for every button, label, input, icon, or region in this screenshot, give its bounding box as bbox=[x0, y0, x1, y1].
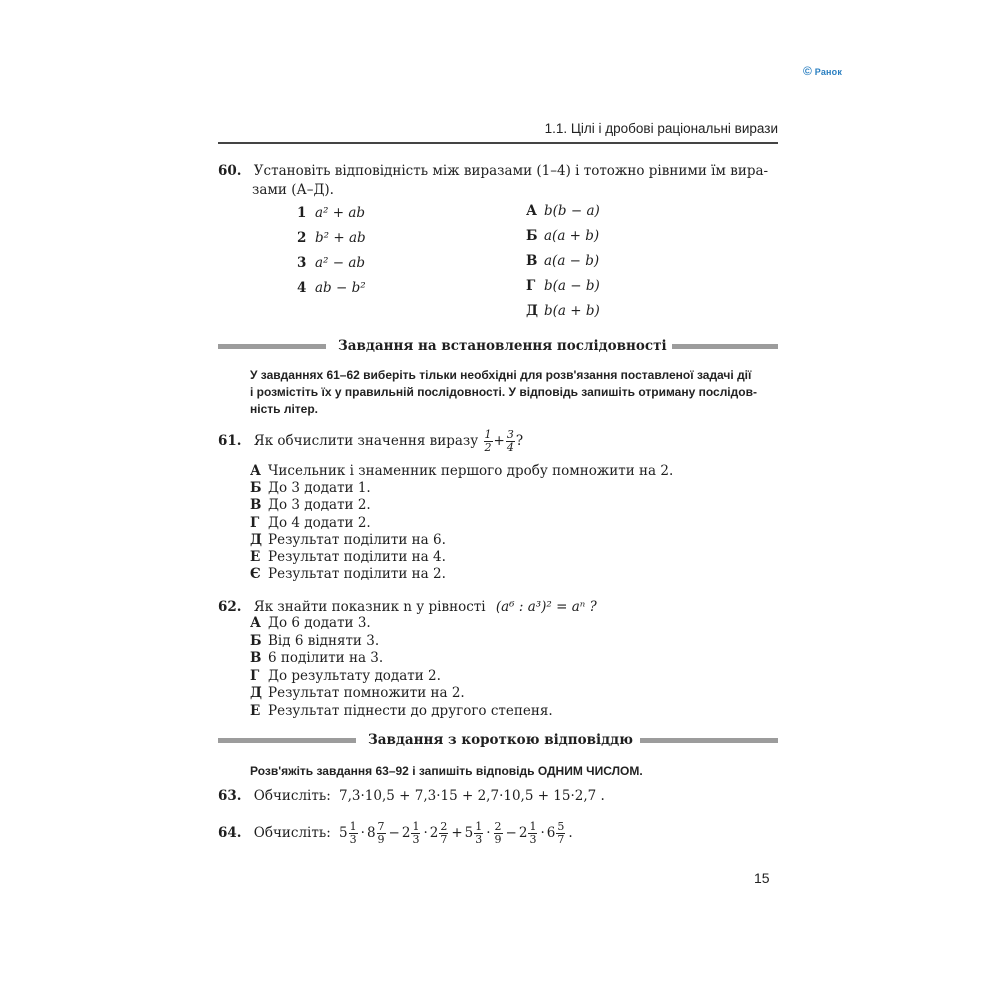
match-right-list bbox=[526, 202, 600, 327]
page-number: 15 bbox=[754, 870, 770, 886]
answer-option: В 6 поділити на 3. bbox=[250, 650, 384, 667]
header-rule bbox=[218, 142, 778, 144]
answer-option: Е Результат піднести до другого степеня. bbox=[250, 702, 553, 719]
mixed-number-whole: 6 bbox=[546, 825, 556, 841]
answer-option: Е Результат поділити на 4. bbox=[250, 548, 446, 565]
operator: . bbox=[568, 825, 573, 841]
match-left-item: 4 ab − b² bbox=[297, 280, 366, 296]
operator: · bbox=[540, 825, 545, 841]
section-bar-right bbox=[640, 738, 778, 743]
question-number: 60. bbox=[218, 163, 242, 179]
fraction: $\frac{1}{3}$ bbox=[412, 820, 420, 846]
answer-option: Д Результат помножити на 2. bbox=[250, 685, 465, 702]
answer-options bbox=[250, 614, 553, 720]
question-60-text-cont: зами (А–Д). bbox=[252, 182, 334, 198]
question-number: 64. bbox=[218, 825, 242, 841]
operator: − bbox=[388, 825, 400, 841]
mixed-number-whole: 8 bbox=[366, 825, 376, 841]
section-title: Завдання з короткою відповіддю bbox=[368, 732, 633, 748]
answer-option: Г До 4 додати 2. bbox=[250, 514, 371, 531]
mixed-number-whole: 2 bbox=[518, 825, 528, 841]
mixed-number-whole: 2 bbox=[429, 825, 439, 841]
mixed-number-whole: 5 bbox=[339, 825, 348, 841]
expression: 7,3·10,5 + 7,3·15 + 2,7·10,5 + 15·2,7 . bbox=[339, 788, 605, 804]
answer-options bbox=[250, 462, 673, 582]
fraction: $\frac{3}{4}$ bbox=[506, 428, 514, 454]
answer-option: Д Результат поділити на 6. bbox=[250, 531, 446, 548]
match-right-item: А b(b − a) bbox=[526, 203, 600, 219]
fraction: $\frac{2}{7}$ bbox=[440, 820, 448, 846]
operator: · bbox=[423, 825, 428, 841]
section-bar-right bbox=[672, 344, 778, 349]
match-right-item: Д b(a + b) bbox=[526, 303, 600, 319]
answer-option: А Чисельник і знаменник першого дробу помножити на 2. bbox=[250, 463, 674, 479]
fraction: $\frac{5}{7}$ bbox=[557, 820, 565, 846]
match-left-item: 3 a² − ab bbox=[297, 255, 366, 271]
expression bbox=[339, 820, 575, 846]
question-label: Обчисліть: bbox=[253, 825, 331, 841]
match-right-item: В a(a − b) bbox=[526, 253, 600, 269]
section-bar-left bbox=[218, 738, 356, 743]
question-64 bbox=[218, 821, 575, 846]
question-label: Обчисліть: bbox=[253, 788, 331, 804]
match-right-item: Б a(a + b) bbox=[526, 228, 600, 244]
operator: + bbox=[451, 825, 463, 841]
question-60 bbox=[218, 162, 768, 180]
section-instructions: Розв'яжіть завдання 63–92 і запишіть відповідь ОДНИМ ЧИСЛОМ. bbox=[250, 764, 643, 778]
formula: (a⁶ : a³)² = aⁿ ? bbox=[495, 599, 597, 615]
mixed-number-whole: 2 bbox=[401, 825, 411, 841]
match-left-item: 2 b² + ab bbox=[297, 230, 366, 246]
question-text: Як обчислити значення виразу bbox=[253, 433, 479, 449]
question-63 bbox=[218, 787, 605, 805]
mixed-number-whole: 5 bbox=[464, 825, 474, 841]
operator: · bbox=[486, 825, 491, 841]
question-number: 61. bbox=[218, 433, 242, 449]
section-instructions: У завданнях 61–62 виберіть тільки необхідні для розв'язання поставленої задачі дії і розмістіть їх у правильній послідовності. У відповідь запишіть отриману послідов- ність літер. bbox=[250, 368, 757, 416]
section-bar-left bbox=[218, 344, 326, 349]
answer-option: А До 6 додати 3. bbox=[250, 615, 371, 631]
fraction: $\frac{1}{2}$ bbox=[484, 428, 492, 454]
answer-option: Є Результат поділити на 2. bbox=[250, 566, 446, 583]
answer-option: Б Від 6 відняти 3. bbox=[250, 632, 380, 649]
question-text: Установіть відповідність між виразами (1–4) і тотожно рівними їм вира- bbox=[253, 163, 769, 179]
running-head: 1.1. Цілі і дробові раціональні вирази bbox=[544, 121, 778, 136]
fraction: $\frac{1}{3}$ bbox=[349, 820, 357, 846]
answer-option: В До 3 додати 2. bbox=[250, 497, 371, 514]
publisher-logo: © Ранок bbox=[803, 64, 843, 78]
fraction: $\frac{1}{3}$ bbox=[475, 820, 483, 846]
operator: · bbox=[360, 825, 365, 841]
question-text: Як знайти показник n у рівності bbox=[253, 599, 486, 615]
question-61: 61. Як обчислити значення виразу $\frac{1}{2}$ + $\frac{3}{4}$ ? bbox=[218, 428, 524, 454]
answer-option: Б До 3 додати 1. bbox=[250, 480, 371, 497]
answer-option: Г До результату додати 2. bbox=[250, 667, 441, 684]
match-right-item: Г b(a − b) bbox=[526, 278, 600, 294]
fraction: $\frac{1}{3}$ bbox=[529, 820, 537, 846]
question-number: 63. bbox=[218, 788, 242, 804]
section-title: Завдання на встановлення послідовності bbox=[338, 338, 667, 354]
match-left-item: 1 a² + ab bbox=[297, 205, 366, 221]
operator: − bbox=[505, 825, 517, 841]
fraction: $\frac{2}{9}$ bbox=[494, 820, 502, 846]
match-left-list bbox=[297, 204, 366, 304]
question-number: 62. bbox=[218, 599, 242, 615]
fraction: $\frac{7}{9}$ bbox=[377, 820, 385, 846]
